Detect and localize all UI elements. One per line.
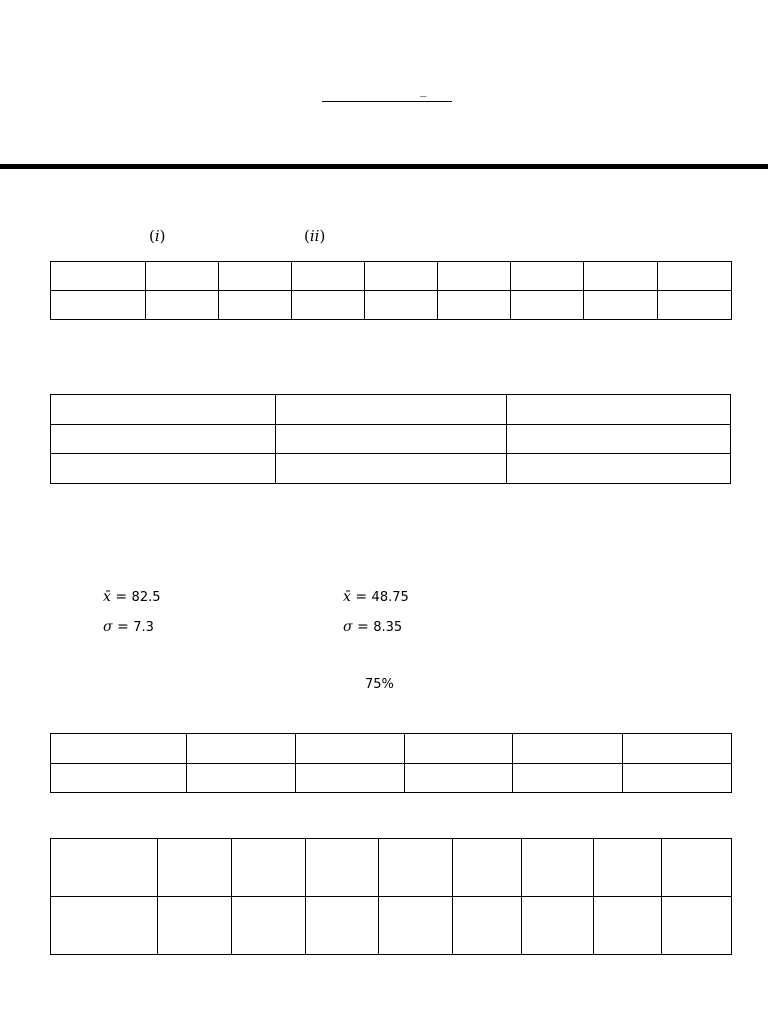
right-sd: σ = 8.35 bbox=[343, 619, 403, 635]
table-row bbox=[51, 424, 731, 454]
table-cell bbox=[51, 395, 276, 425]
table-cell bbox=[158, 897, 232, 955]
percent-value: 75% bbox=[365, 677, 394, 692]
table-cell bbox=[296, 734, 405, 764]
table-row bbox=[51, 734, 732, 764]
table-cell bbox=[507, 424, 731, 454]
table-cell bbox=[522, 839, 594, 897]
table-cell bbox=[513, 763, 623, 793]
table-cell bbox=[51, 734, 187, 764]
table-cell bbox=[292, 262, 365, 291]
table-cell bbox=[276, 454, 507, 484]
table-cell bbox=[405, 734, 513, 764]
table-cell bbox=[292, 291, 365, 320]
table-cell bbox=[158, 839, 232, 897]
table-cell bbox=[438, 291, 511, 320]
table-cell bbox=[662, 897, 732, 955]
table-row bbox=[51, 291, 732, 320]
table-row bbox=[51, 763, 732, 793]
table-cell bbox=[146, 291, 219, 320]
table-cell bbox=[365, 291, 438, 320]
table-cell bbox=[658, 291, 732, 320]
left-mean: x̄ = 82.5 bbox=[103, 589, 161, 605]
table-cell bbox=[306, 839, 379, 897]
table-cell bbox=[365, 262, 438, 291]
table-cell bbox=[453, 839, 522, 897]
part-ii-text: ii bbox=[309, 227, 320, 245]
table-cell bbox=[51, 839, 158, 897]
table-cell bbox=[584, 291, 658, 320]
table-cell bbox=[658, 262, 732, 291]
mean-value: 48.75 bbox=[371, 590, 409, 605]
table-cell bbox=[379, 839, 453, 897]
table-cell bbox=[662, 839, 732, 897]
table-cell bbox=[187, 763, 296, 793]
table-cell bbox=[146, 262, 219, 291]
table-row bbox=[51, 839, 732, 897]
table-cell bbox=[219, 262, 292, 291]
sd-value: 7.3 bbox=[133, 620, 154, 635]
table-cell bbox=[511, 262, 584, 291]
sd-value: 8.35 bbox=[373, 620, 403, 635]
right-mean: x̄ = 48.75 bbox=[343, 589, 409, 605]
table-cell bbox=[306, 897, 379, 955]
table-cell bbox=[438, 262, 511, 291]
table-cell bbox=[584, 262, 658, 291]
table-cell bbox=[594, 839, 662, 897]
table-cell bbox=[379, 897, 453, 955]
table-cell bbox=[623, 763, 732, 793]
left-sd: σ = 7.3 bbox=[103, 619, 154, 635]
part-i-label: (i) bbox=[149, 227, 166, 245]
table-cell bbox=[232, 897, 306, 955]
table-cell bbox=[594, 897, 662, 955]
table-cell bbox=[232, 839, 306, 897]
sd-symbol: σ bbox=[343, 619, 353, 635]
table-cell bbox=[511, 291, 584, 320]
mean-symbol: x̄ bbox=[343, 589, 351, 605]
table-row bbox=[51, 395, 731, 425]
table-cell bbox=[219, 291, 292, 320]
part-ii-label: (ii) bbox=[304, 227, 326, 245]
table-cell bbox=[623, 734, 732, 764]
table-cell bbox=[51, 454, 276, 484]
title-underline bbox=[322, 101, 452, 102]
table-cell bbox=[507, 395, 731, 425]
table-cell bbox=[513, 734, 623, 764]
table-cell bbox=[507, 454, 731, 484]
mean-value: 82.5 bbox=[131, 590, 161, 605]
title-mark: _ bbox=[420, 83, 427, 98]
table-row bbox=[51, 262, 732, 291]
table-cell bbox=[522, 897, 594, 955]
table-1 bbox=[50, 261, 732, 320]
table-3 bbox=[50, 733, 732, 793]
table-cell bbox=[276, 395, 507, 425]
table-cell bbox=[51, 763, 187, 793]
table-cell bbox=[296, 763, 405, 793]
table-row bbox=[51, 897, 732, 955]
table-2 bbox=[50, 394, 731, 484]
part-i-text: i bbox=[154, 227, 160, 245]
section-divider bbox=[0, 164, 768, 169]
table-cell bbox=[51, 291, 146, 320]
mean-symbol: x̄ bbox=[103, 589, 111, 605]
table-cell bbox=[51, 424, 276, 454]
table-cell bbox=[276, 424, 507, 454]
table-4 bbox=[50, 838, 732, 955]
sd-symbol: σ bbox=[103, 619, 113, 635]
table-cell bbox=[187, 734, 296, 764]
table-cell bbox=[51, 897, 158, 955]
table-cell bbox=[453, 897, 522, 955]
table-cell bbox=[51, 262, 146, 291]
table-cell bbox=[405, 763, 513, 793]
table-row bbox=[51, 454, 731, 484]
